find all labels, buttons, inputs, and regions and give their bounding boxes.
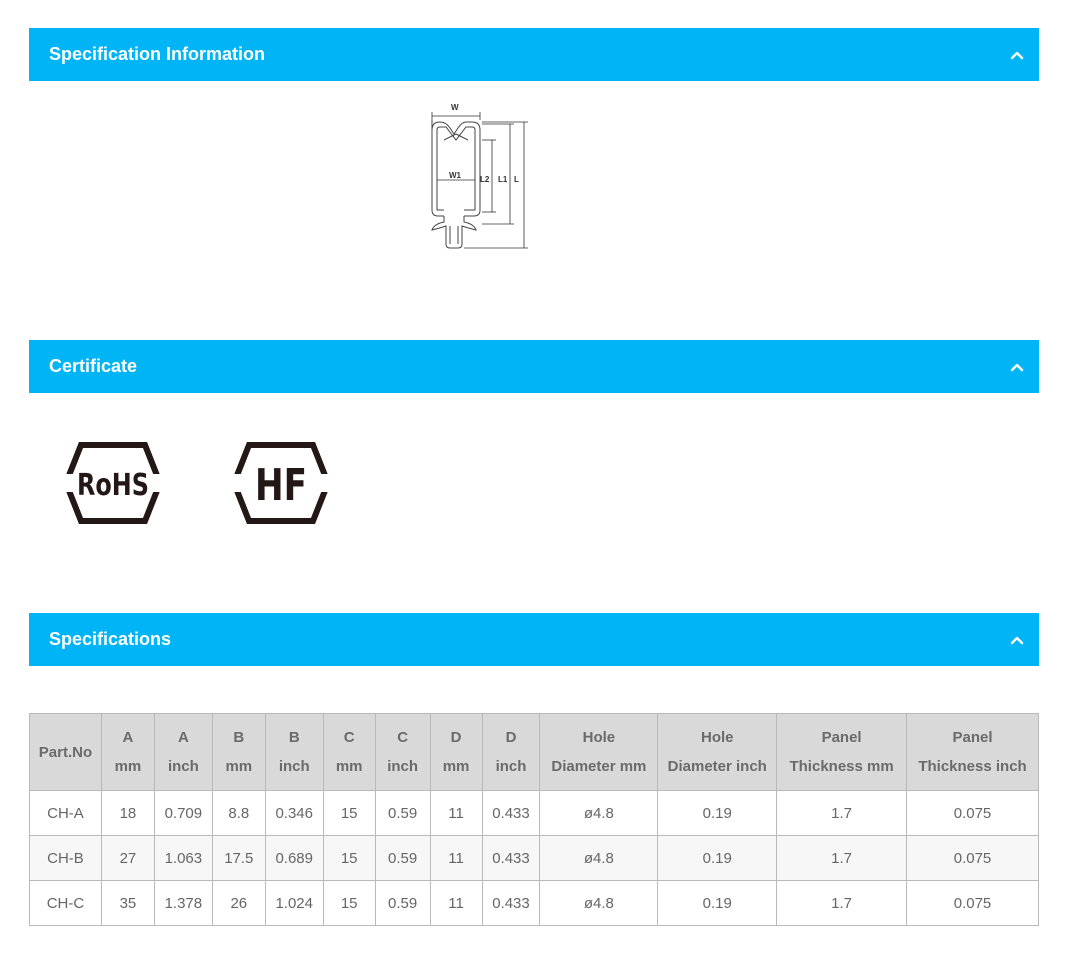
column-header-line: Diameter mm xyxy=(551,758,647,775)
table-cell: CH-A xyxy=(30,791,102,836)
column-header-line: Panel xyxy=(952,729,993,746)
table-cell: 0.59 xyxy=(375,881,430,926)
column-header xyxy=(154,714,212,791)
table-cell: 1.024 xyxy=(265,881,323,926)
hf-logo-text: HF xyxy=(255,460,307,511)
column-header xyxy=(265,714,323,791)
table-cell: 0.433 xyxy=(482,881,540,926)
column-header-line: Thickness mm xyxy=(789,758,894,775)
chevron-up-icon[interactable] xyxy=(1009,632,1025,648)
column-header-line: C xyxy=(397,729,409,746)
column-header xyxy=(658,714,777,791)
dim-label-w1: W1 xyxy=(449,171,461,180)
spec-info-header[interactable] xyxy=(29,28,1039,81)
section-title: Specification Information xyxy=(49,44,266,64)
column-header xyxy=(482,714,540,791)
column-header-line: Panel xyxy=(821,729,862,746)
chevron-up-icon[interactable] xyxy=(1009,47,1025,63)
table-cell: 15 xyxy=(323,791,375,836)
column-header-line: inch xyxy=(278,758,310,775)
column-header-line: mm xyxy=(442,758,470,775)
dim-label-l2: L2 xyxy=(480,175,490,184)
table-row xyxy=(30,836,1039,881)
column-header-line: D xyxy=(505,729,517,746)
column-header-line: Thickness inch xyxy=(918,758,1027,775)
table-header-row xyxy=(30,714,1039,791)
column-header-line: Hole xyxy=(700,729,734,746)
column-header-line: mm xyxy=(114,758,142,775)
column-header xyxy=(323,714,375,791)
column-header-line: inch xyxy=(495,758,527,775)
table-cell: 1.378 xyxy=(154,881,212,926)
column-header xyxy=(101,714,154,791)
table-cell: 1.7 xyxy=(777,836,907,881)
specifications-header[interactable] xyxy=(29,613,1039,666)
column-header-line: B xyxy=(233,729,245,746)
table-cell: 0.433 xyxy=(482,836,540,881)
table-row xyxy=(30,791,1039,836)
table-cell: 11 xyxy=(430,791,482,836)
rohs-logo-text: RoHS xyxy=(77,468,149,503)
table-cell: 11 xyxy=(430,836,482,881)
column-header-line: A xyxy=(122,729,134,746)
dim-label-l: L xyxy=(514,175,519,184)
table-cell: 0.19 xyxy=(658,791,777,836)
table-cell: 0.709 xyxy=(154,791,212,836)
column-header xyxy=(540,714,658,791)
section-title: Certificate xyxy=(49,356,138,376)
table-cell: 0.075 xyxy=(907,791,1039,836)
column-header xyxy=(30,714,102,791)
table-cell: 8.8 xyxy=(212,791,265,836)
table-cell: 0.59 xyxy=(375,791,430,836)
table-cell: 17.5 xyxy=(212,836,265,881)
table-cell: 0.59 xyxy=(375,836,430,881)
table-cell: ø4.8 xyxy=(540,881,658,926)
certificate-header[interactable] xyxy=(29,340,1039,393)
column-header-line: mm xyxy=(335,758,363,775)
table-cell: 0.19 xyxy=(658,836,777,881)
table-cell: 1.7 xyxy=(777,881,907,926)
column-header xyxy=(907,714,1039,791)
column-header xyxy=(777,714,907,791)
column-header xyxy=(430,714,482,791)
table-cell: ø4.8 xyxy=(540,836,658,881)
column-header-line: mm xyxy=(225,758,253,775)
column-header-line: D xyxy=(450,729,462,746)
section-title: Specifications xyxy=(49,629,172,649)
table-cell: 0.433 xyxy=(482,791,540,836)
column-header-line: inch xyxy=(167,758,199,775)
table-cell: 27 xyxy=(101,836,154,881)
chevron-up-icon[interactable] xyxy=(1009,359,1025,375)
column-header xyxy=(212,714,265,791)
table-cell: CH-B xyxy=(30,836,102,881)
column-header-line: C xyxy=(343,729,355,746)
table-cell: 0.075 xyxy=(907,836,1039,881)
column-header xyxy=(375,714,430,791)
table-cell: 11 xyxy=(430,881,482,926)
product-dimension-diagram xyxy=(420,100,535,252)
table-cell: ø4.8 xyxy=(540,791,658,836)
table-cell: 15 xyxy=(323,836,375,881)
column-header-line: inch xyxy=(387,758,419,775)
column-header-line: Part.No xyxy=(38,743,93,761)
hf-logo-icon xyxy=(229,440,333,526)
column-header-line: Hole xyxy=(582,729,616,746)
dim-label-w: W xyxy=(451,103,459,112)
table-cell: 1.063 xyxy=(154,836,212,881)
specifications-table xyxy=(29,713,1039,926)
dim-label-l1: L1 xyxy=(498,175,508,184)
rohs-logo-icon xyxy=(61,440,165,526)
column-header-line: A xyxy=(177,729,189,746)
column-header-line: Diameter inch xyxy=(667,758,767,775)
table-cell: 35 xyxy=(101,881,154,926)
table-cell: 0.075 xyxy=(907,881,1039,926)
table-cell: 0.689 xyxy=(265,836,323,881)
column-header-line: B xyxy=(288,729,300,746)
table-cell: 0.346 xyxy=(265,791,323,836)
table-cell: 1.7 xyxy=(777,791,907,836)
table-cell: CH-C xyxy=(30,881,102,926)
table-row xyxy=(30,881,1039,926)
table-cell: 0.19 xyxy=(658,881,777,926)
table-cell: 18 xyxy=(101,791,154,836)
table-cell: 15 xyxy=(323,881,375,926)
table-cell: 26 xyxy=(212,881,265,926)
